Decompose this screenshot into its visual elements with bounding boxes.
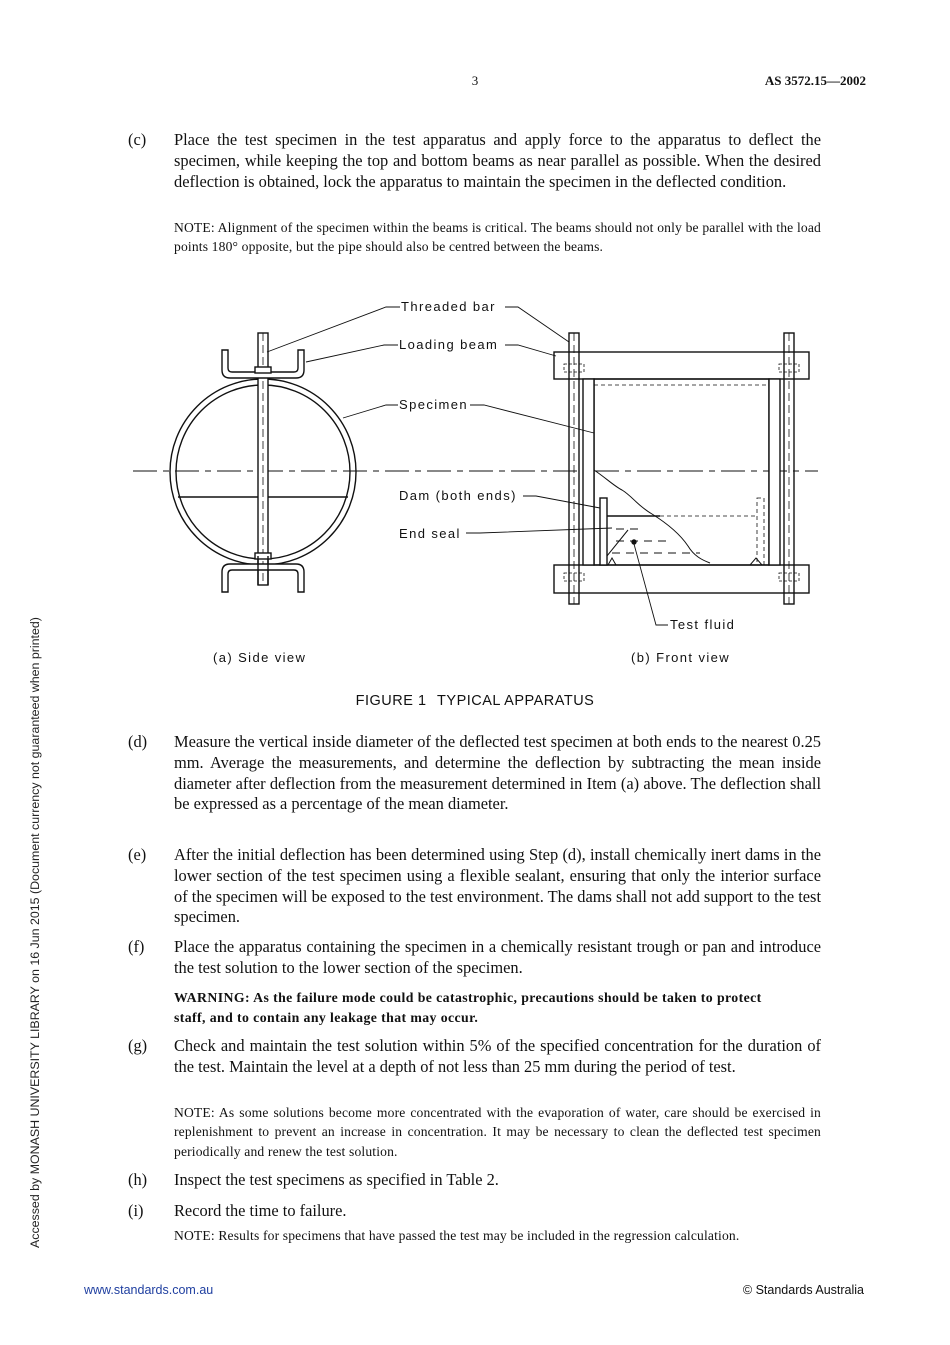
step-h-label: (h) <box>128 1170 148 1189</box>
label-end-seal: End seal <box>399 526 461 541</box>
step-d-text: Measure the vertical inside diameter of the deflected test specimen at both ends to the nearest 0.25 mm. Average the measurements, and determine the deflection by subtracting the mean inside diameter after deflection from the measurement determined in Item (a) above. The deflection shall be expressed as a percentage of the mean diameter. <box>174 732 821 814</box>
step-c-note: NOTE: Alignment of the specimen within the beams is critical. The beams should not only be parallel with the load points 180° opposite, but the pipe should also be centred between the beams. <box>174 220 821 255</box>
label-threaded-bar: Threaded bar <box>401 299 496 314</box>
step-d-label: (d) <box>128 732 148 751</box>
step-g-note: NOTE: As some solutions become more concentrated with the evaporation of water, care should be exercised in replenishment to prevent an increase in concentration. It may be necessary to clean the deflected test specimen periodically and renew the test solution. <box>174 1105 821 1159</box>
step-d <box>128 732 821 815</box>
front-bottom-beam <box>554 565 809 593</box>
step-c-text: Place the test specimen in the test apparatus and apply force to the apparatus to deflect the specimen, while keeping the top and bottom beams as near parallel as possible. When the desired deflection is obtained, lock the apparatus to maintain the specimen in the deflected condition. <box>174 130 821 191</box>
label-front-view: (b) Front view <box>631 650 731 665</box>
step-i-text: Record the time to failure. <box>174 1201 347 1220</box>
step-g-text: Check and maintain the test solution within 5% of the specified concentration for the duration of the test. Maintain the level at a depth of not less than 25 mm during the period of test. <box>174 1036 821 1076</box>
step-e <box>128 845 821 928</box>
step-e-text: After the initial deflection has been determined using Step (d), install chemically inert dams in the lower section of the test specimen using a flexible sealant, ensuring that only the interior surface of the specimen will be exposed to the test environment. The dams shall not add support to the test specimen. <box>174 845 821 927</box>
label-test-fluid: Test fluid <box>670 617 736 632</box>
step-i <box>128 1201 821 1222</box>
page-number: 3 <box>471 73 479 88</box>
step-f-warning: WARNING: As the failure mode could be catastrophic, precautions should be taken to protect staff, and to contain any leakage that may occur. <box>174 990 762 1025</box>
step-h <box>128 1170 821 1191</box>
front-top-beam <box>554 352 809 379</box>
label-specimen: Specimen <box>399 397 469 412</box>
standard-id: AS 3572.15—2002 <box>764 73 866 88</box>
label-side-view: (a) Side view <box>213 650 307 665</box>
figure-caption-title: TYPICAL APPARATUS <box>437 693 595 709</box>
step-g-label: (g) <box>128 1036 148 1055</box>
step-f-text: Place the apparatus containing the specimen in a chemically resistant trough or pan and introduce the test solution to the lower section of the specimen. <box>174 937 821 977</box>
footer-url-link[interactable]: www.standards.com.au <box>84 1283 214 1297</box>
dam-plate <box>600 498 607 565</box>
step-g <box>128 1036 821 1078</box>
step-i-label: (i) <box>128 1201 144 1220</box>
figure-caption <box>0 693 950 709</box>
step-f <box>128 937 821 979</box>
step-c-label: (c) <box>128 130 147 149</box>
footer-copyright: © Standards Australia <box>742 1283 864 1297</box>
step-e-label: (e) <box>128 845 147 864</box>
step-h-text: Inspect the test specimens as specified in Table 2. <box>174 1170 499 1189</box>
step-f-label: (f) <box>128 937 145 956</box>
step-i-note: NOTE: Results for specimens that have passed the test may be included in the regression calculation. <box>174 1228 740 1243</box>
label-loading-beam: Loading beam <box>399 337 499 352</box>
label-dam: Dam (both ends) <box>399 488 517 503</box>
figure-caption-number: FIGURE 1 <box>355 693 427 709</box>
front-view-drawing <box>554 333 809 604</box>
side-view-drawing <box>170 333 356 592</box>
access-side-note: Accessed by MONASH UNIVERSITY LIBRARY on 16 Jun 2015 (Document currency not guaranteed when printed) <box>28 617 42 1248</box>
